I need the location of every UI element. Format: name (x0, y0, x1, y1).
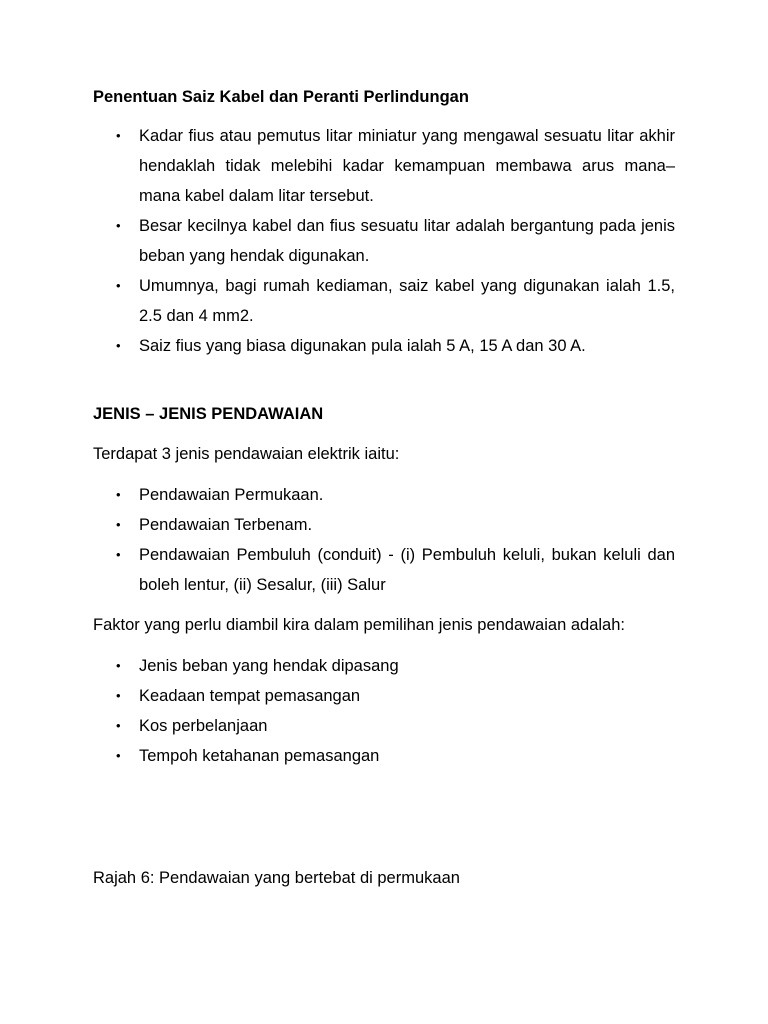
list-item-text: Keadaan tempat pemasangan (139, 687, 361, 705)
section-title-wiring-types: JENIS – JENIS PENDAWAIAN (93, 405, 324, 423)
list-item (93, 681, 675, 711)
figure-caption: Rajah 6: Pendawaian yang bertebat di permukaan (93, 869, 460, 887)
list-item-text: Saiz fius yang biasa digunakan pula ialah 5 A, 15 A dan 30 A. (139, 337, 586, 355)
bullet-icon: • (116, 688, 121, 703)
list-item (93, 121, 675, 211)
bullet-icon: • (116, 218, 121, 233)
bullet-icon: • (116, 658, 121, 673)
list-item (93, 651, 675, 681)
bullet-icon: • (116, 278, 121, 293)
list-item (93, 540, 675, 600)
list-item (93, 331, 675, 361)
bullet-icon: • (116, 748, 121, 763)
list-item (93, 211, 675, 271)
list-item-text: Umumnya, bagi rumah kediaman, saiz kabel yang digunakan ialah 1.5, 2.5 dan 4 mm2. (139, 277, 675, 325)
list-item (93, 741, 675, 771)
bullet-icon: • (116, 547, 121, 562)
wiring-types-intro: Terdapat 3 jenis pendawaian elektrik iaitu: (93, 445, 400, 463)
section-title-cable-size: Penentuan Saiz Kabel dan Peranti Perlindungan (93, 88, 469, 106)
cable-size-bullet-list (93, 121, 675, 361)
bullet-icon: • (116, 718, 121, 733)
list-item (93, 711, 675, 741)
list-item-text: Jenis beban yang hendak dipasang (139, 657, 399, 675)
bullet-icon: • (116, 128, 121, 143)
list-item-text: Besar kecilnya kabel dan fius sesuatu litar adalah bergantung pada jenis beban yang hendak digunakan. (139, 217, 675, 265)
bullet-icon: • (116, 517, 121, 532)
list-item-text: Kadar fius atau pemutus litar miniatur yang mengawal sesuatu litar akhir hendaklah tidak melebihi kadar kemampuan membawa arus mana–mana kabel dalam litar tersebut. (139, 127, 675, 205)
list-item-text: Pendawaian Permukaan. (139, 486, 324, 504)
wiring-types-bullet-list (93, 480, 675, 600)
bullet-icon: • (116, 338, 121, 353)
list-item (93, 271, 675, 331)
list-item (93, 510, 675, 540)
factors-intro: Faktor yang perlu diambil kira dalam pemilihan jenis pendawaian adalah: (93, 616, 625, 634)
bullet-icon: • (116, 487, 121, 502)
list-item-text: Kos perbelanjaan (139, 717, 268, 735)
list-item-text: Pendawaian Terbenam. (139, 516, 313, 534)
list-item-text: Tempoh ketahanan pemasangan (139, 747, 380, 765)
factors-bullet-list (93, 651, 675, 771)
list-item (93, 480, 675, 510)
list-item-text: Pendawaian Pembuluh (conduit) - (i) Pembuluh keluli, bukan keluli dan boleh lentur, (ii) Sesalur, (iii) Salur (139, 546, 675, 594)
